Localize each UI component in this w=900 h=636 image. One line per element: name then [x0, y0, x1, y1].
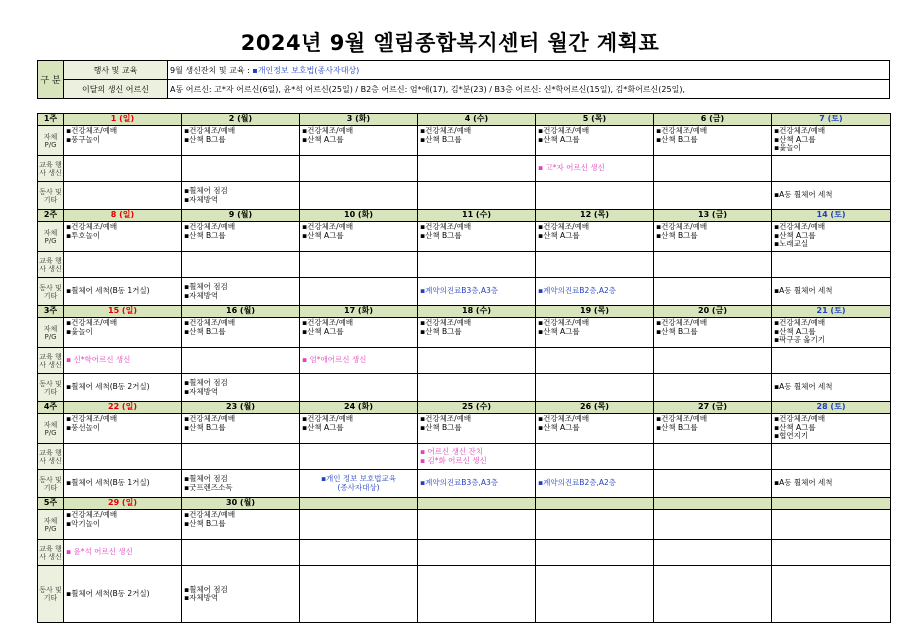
- row-label-program: 자체 P/G: [38, 126, 64, 156]
- cell-line: ▪ 신*학어르신 생신: [66, 355, 131, 365]
- cell-line: ▪산책 A그룹: [302, 326, 344, 336]
- program-cell: [418, 126, 536, 156]
- events-cell: [64, 278, 182, 306]
- education-cell: [654, 348, 772, 374]
- events-cell: [654, 182, 772, 210]
- cell-line: (종사자대상): [337, 482, 380, 492]
- row-label-events: 동사 및 기타: [38, 278, 64, 306]
- events-row: [38, 374, 891, 402]
- cell-line: ▪산책 B그룹: [184, 326, 226, 336]
- cell-line: ▪산책 B그룹: [656, 326, 698, 336]
- events-cell: [418, 374, 536, 402]
- education-cell: [182, 444, 300, 470]
- program-cell: [772, 318, 891, 348]
- cell-line: ▪굿프렌즈소독: [184, 482, 233, 492]
- education-cell: [772, 348, 891, 374]
- education-cell: [418, 540, 536, 566]
- cell-line: ▪A동 휠체어 세척: [774, 190, 833, 200]
- day-header: 11 (수): [418, 210, 536, 222]
- day-header: [654, 498, 772, 510]
- events-cell: [772, 566, 891, 623]
- cell-line: ▪휠체어 세척(B동 1거실): [66, 478, 150, 488]
- events-cell: [300, 566, 418, 623]
- events-cell: [772, 374, 891, 402]
- events-cell: [182, 182, 300, 210]
- education-cell: [772, 156, 891, 182]
- program-cell: [418, 414, 536, 444]
- cell-line: ▪건강체조/예배: [302, 318, 354, 327]
- cell-line: ▪산책 A그룹: [302, 422, 344, 432]
- cell-line: ▪산책 B그룹: [656, 230, 698, 240]
- week-label: 4주: [38, 402, 64, 414]
- program-cell: [536, 318, 654, 348]
- cell-line: ▪자체방역: [184, 194, 219, 204]
- day-header: 5 (목): [536, 114, 654, 126]
- day-header: 26 (목): [536, 402, 654, 414]
- cell-line: ▪노래교실: [774, 239, 809, 248]
- events-cell: [182, 470, 300, 498]
- education-cell: [654, 540, 772, 566]
- events-education-label: 행사 및 교육: [64, 61, 168, 80]
- events-cell: [536, 470, 654, 498]
- day-header: 12 (목): [536, 210, 654, 222]
- education-cell: [772, 540, 891, 566]
- events-cell: [654, 566, 772, 623]
- cell-line: ▪계약의진료B2층,A2층: [538, 478, 617, 488]
- cell-line: ▪협연지기: [774, 431, 809, 440]
- events-cell: [64, 182, 182, 210]
- education-row: [38, 348, 891, 374]
- cell-line: ▪건강체조/예배: [420, 318, 472, 327]
- row-label-events: 동사 및 기타: [38, 566, 64, 623]
- week-header-row: [38, 498, 891, 510]
- week-label: 5주: [38, 498, 64, 510]
- education-cell: [418, 252, 536, 278]
- day-header: 29 (일): [64, 498, 182, 510]
- cell-line: ▪건강체조/예배: [420, 126, 472, 135]
- events-cell: [182, 566, 300, 623]
- cell-line: ▪휠체어 점검: [184, 378, 228, 387]
- week-label: 1주: [38, 114, 64, 126]
- cell-line: ▪건강체조/예배: [420, 414, 472, 423]
- program-cell: [64, 414, 182, 444]
- events-education-text: 9월 생신잔치 및 교육 : ▪개인정보 보호법(종사자대상): [168, 61, 890, 80]
- program-cell: [536, 510, 654, 540]
- cell-line: ▪건강체조/예배: [538, 318, 590, 327]
- page-title: 2024년 9월 엘림종합복지센터 월간 계획표: [240, 31, 660, 55]
- program-cell: [300, 126, 418, 156]
- cell-line: ▪산책 A그룹: [774, 230, 816, 240]
- events-cell: [300, 470, 418, 498]
- education-cell: [182, 252, 300, 278]
- cell-line: ▪휠체어 점검: [184, 186, 228, 195]
- day-header: 3 (화): [300, 114, 418, 126]
- cell-line: ▪산책 A그룹: [538, 230, 580, 240]
- program-cell: [654, 126, 772, 156]
- cell-line: ▪자체방역: [184, 593, 219, 602]
- day-header: 7 (토): [772, 114, 891, 126]
- program-cell: [182, 414, 300, 444]
- education-cell: [418, 348, 536, 374]
- education-row: [38, 252, 891, 278]
- cell-line: ▪건강체조/예배: [66, 510, 118, 519]
- birthday-text: A동 어르신: 고*자 어르신(6일), 윤*석 어르신(25일) / B2층 어르신: 엄*애(17), 김*분(23) / B3층 어르신: 신*학어르신(15일), 김*화어르신(25일),: [168, 80, 890, 99]
- cell-line: ▪건강체조/예배: [774, 126, 826, 135]
- events-cell: [536, 566, 654, 623]
- cell-line: ▪A동 휠체어 세척: [774, 286, 833, 296]
- events-row: [38, 182, 891, 210]
- cell-line: ▪건강체조/예배: [302, 222, 354, 231]
- cell-line: ▪산책 B그룹: [656, 422, 698, 432]
- education-cell: [64, 444, 182, 470]
- day-header: 2 (월): [182, 114, 300, 126]
- cell-line: ▪A동 휠체어 세척: [774, 478, 833, 488]
- birthday-label: 이달의 생신 어르신: [64, 80, 168, 99]
- day-header: 20 (금): [654, 306, 772, 318]
- cell-line: ▪휠체어 세척(B동 2거실): [66, 382, 150, 392]
- education-row: [38, 540, 891, 566]
- cell-line: ▪건강체조/예배: [774, 318, 826, 327]
- day-header: 1 (일): [64, 114, 182, 126]
- education-cell: [300, 540, 418, 566]
- program-row: [38, 126, 891, 156]
- week-label: 2주: [38, 210, 64, 222]
- week-header-row: [38, 114, 891, 126]
- cell-line: ▪건강체조/예배: [184, 510, 236, 519]
- program-cell: [64, 222, 182, 252]
- week-header-row: [38, 210, 891, 222]
- program-cell: [536, 222, 654, 252]
- cell-line: ▪건강체조/예배: [184, 318, 236, 327]
- cell-line: ▪건강체조/예배: [538, 414, 590, 423]
- events-cell: [418, 278, 536, 306]
- program-cell: [182, 510, 300, 540]
- program-cell: [536, 126, 654, 156]
- cell-line: ▪건강체조/예배: [656, 222, 708, 231]
- cell-line: ▪산책 B그룹: [656, 134, 698, 144]
- cell-line: ▪휠체어 세척(B동 1거실): [66, 286, 150, 296]
- cell-line: ▪건강체조/예배: [184, 414, 236, 423]
- program-cell: [654, 318, 772, 348]
- education-cell: [418, 444, 536, 470]
- events-cell: [772, 278, 891, 306]
- education-row: [38, 444, 891, 470]
- cell-line: ▪휠체어 점검: [184, 474, 228, 483]
- row-label-education: 교육 행사 생신: [38, 540, 64, 566]
- education-cell: [654, 444, 772, 470]
- cell-line: ▪악기놀이: [66, 518, 101, 528]
- events-cell: [300, 182, 418, 210]
- cell-line: ▪자체방역: [184, 386, 219, 396]
- day-header: 27 (금): [654, 402, 772, 414]
- events-cell: [64, 470, 182, 498]
- cell-line: ▪풍구놀이: [66, 134, 101, 144]
- row-label-program: 자체 P/G: [38, 414, 64, 444]
- events-cell: [536, 182, 654, 210]
- events-cell: [654, 470, 772, 498]
- program-cell: [418, 222, 536, 252]
- cell-line: ▪산책 A그룹: [774, 422, 816, 432]
- events-row: [38, 470, 891, 498]
- row-label-education: 교육 행사 생신: [38, 444, 64, 470]
- cell-line: ▪산책 B그룹: [184, 134, 226, 144]
- education-cell: [64, 252, 182, 278]
- cell-line: ▪ 김*화 어르신 생신: [420, 455, 487, 465]
- row-label-education: 교육 행사 생신: [38, 156, 64, 182]
- cell-line: ▪산책 A그룹: [302, 230, 344, 240]
- events-row: [38, 566, 891, 623]
- events-cell: [300, 374, 418, 402]
- cell-line: ▪산책 B그룹: [420, 422, 462, 432]
- cell-line: ▪산책 B그룹: [184, 422, 226, 432]
- program-cell: [182, 318, 300, 348]
- day-header: 30 (월): [182, 498, 300, 510]
- program-cell: [64, 510, 182, 540]
- cell-line: ▪건강체조/예배: [774, 414, 826, 423]
- program-cell: [64, 318, 182, 348]
- events-cell: [300, 278, 418, 306]
- program-row: [38, 222, 891, 252]
- day-header: 25 (수): [418, 402, 536, 414]
- program-cell: [654, 222, 772, 252]
- program-row: [38, 510, 891, 540]
- cell-line: ▪산책 B그룹: [184, 230, 226, 240]
- day-header: 18 (수): [418, 306, 536, 318]
- cell-line: ▪건강체조/예배: [656, 126, 708, 135]
- cell-line: ▪투호놀이: [66, 230, 101, 240]
- events-cell: [772, 182, 891, 210]
- cell-line: ▪건강체조/예배: [656, 414, 708, 423]
- education-cell: [64, 156, 182, 182]
- cell-line: ▪ 어르신 생신 잔치: [420, 447, 483, 456]
- day-header: [418, 498, 536, 510]
- week-label: 3주: [38, 306, 64, 318]
- cell-line: ▪건강체조/예배: [420, 222, 472, 231]
- day-header: 9 (월): [182, 210, 300, 222]
- program-cell: [772, 414, 891, 444]
- cell-line: ▪건강체조/예배: [656, 318, 708, 327]
- day-header: 13 (금): [654, 210, 772, 222]
- events-cell: [536, 278, 654, 306]
- program-cell: [300, 222, 418, 252]
- education-cell: [654, 252, 772, 278]
- education-cell: [536, 252, 654, 278]
- week-header-row: [38, 402, 891, 414]
- cell-line: ▪산책 A그룹: [538, 326, 580, 336]
- cell-line: ▪산책 B그룹: [420, 326, 462, 336]
- cell-line: ▪풍선놀이: [66, 422, 101, 432]
- cell-line: ▪자체방역: [184, 290, 219, 300]
- cell-line: ▪ 고*자 어르신 생신: [538, 163, 605, 173]
- program-cell: [300, 510, 418, 540]
- education-cell: [64, 540, 182, 566]
- program-cell: [654, 414, 772, 444]
- cell-line: ▪윷놀이: [774, 143, 801, 152]
- cell-line: ▪건강체조/예배: [66, 318, 118, 327]
- calendar-table: [37, 113, 891, 623]
- cell-line: ▪A동 휠체어 세척: [774, 382, 833, 392]
- events-cell: [418, 470, 536, 498]
- day-header: 19 (목): [536, 306, 654, 318]
- program-cell: [300, 414, 418, 444]
- row-label-education: 교육 행사 생신: [38, 348, 64, 374]
- program-cell: [182, 126, 300, 156]
- day-header: [536, 498, 654, 510]
- cell-line: ▪팍구공 옮기기: [774, 335, 825, 344]
- row-label-program: 자체 P/G: [38, 222, 64, 252]
- cell-line: ▪산책 A그룹: [774, 134, 816, 144]
- cell-line: ▪계약의진료B3층,A3층: [420, 478, 499, 488]
- education-cell: [300, 348, 418, 374]
- education-cell: [536, 540, 654, 566]
- program-cell: [182, 222, 300, 252]
- cell-line: ▪계약의진료B3층,A3층: [420, 286, 499, 296]
- education-cell: [64, 348, 182, 374]
- program-cell: [772, 222, 891, 252]
- cell-line: ▪건강체조/예배: [184, 126, 236, 135]
- day-header: 14 (토): [772, 210, 891, 222]
- program-cell: [418, 318, 536, 348]
- header-table: [37, 60, 890, 99]
- events-cell: [64, 566, 182, 623]
- day-header: 17 (화): [300, 306, 418, 318]
- education-cell: [300, 444, 418, 470]
- events-cell: [182, 374, 300, 402]
- row-label-events: 동사 및 기타: [38, 470, 64, 498]
- cell-line: ▪건강체조/예배: [538, 126, 590, 135]
- education-cell: [300, 252, 418, 278]
- cell-line: ▪산책 A그룹: [302, 134, 344, 144]
- cell-line: ▪윷놀이: [66, 326, 93, 336]
- education-cell: [182, 156, 300, 182]
- cell-line: ▪건강체조/예배: [538, 222, 590, 231]
- program-cell: [64, 126, 182, 156]
- cell-line: ▪산책 A그룹: [538, 134, 580, 144]
- row-label-events: 동사 및 기타: [38, 182, 64, 210]
- events-cell: [182, 278, 300, 306]
- cell-line: ▪건강체조/예배: [302, 126, 354, 135]
- education-cell: [418, 156, 536, 182]
- day-header: 23 (월): [182, 402, 300, 414]
- cell-line: ▪건강체조/예배: [66, 222, 118, 231]
- cell-line: ▪ 엄*애어르신 생신: [302, 355, 367, 365]
- program-cell: [536, 414, 654, 444]
- cell-line: ▪휠체어 점검: [184, 282, 228, 291]
- day-header: 24 (화): [300, 402, 418, 414]
- cell-line: ▪개인 정보 보호법교육: [320, 474, 397, 483]
- education-cell: [182, 540, 300, 566]
- cell-line: ▪건강체조/예배: [774, 222, 826, 231]
- cell-line: ▪휠체어 점검: [184, 584, 228, 594]
- education-cell: [182, 348, 300, 374]
- day-header: 16 (월): [182, 306, 300, 318]
- cell-line: ▪산책 A그룹: [774, 326, 816, 336]
- program-cell: [418, 510, 536, 540]
- cell-line: ▪건강체조/예배: [184, 222, 236, 231]
- events-cell: [654, 278, 772, 306]
- cell-line: ▪ 윤*석 어르신 생신: [66, 547, 133, 557]
- events-cell: [654, 374, 772, 402]
- cell-line: ▪산책 B그룹: [420, 230, 462, 240]
- events-cell: [536, 374, 654, 402]
- program-cell: [772, 126, 891, 156]
- program-row: [38, 318, 891, 348]
- row-label-program: 자체 P/G: [38, 318, 64, 348]
- education-cell: [654, 156, 772, 182]
- program-cell: [300, 318, 418, 348]
- program-row: [38, 414, 891, 444]
- program-cell: [772, 510, 891, 540]
- cell-line: ▪휠체어 세척(B동 2거실): [66, 588, 150, 598]
- education-cell: [772, 444, 891, 470]
- day-header: 8 (일): [64, 210, 182, 222]
- week-header-row: [38, 306, 891, 318]
- day-header: 4 (수): [418, 114, 536, 126]
- events-row: [38, 278, 891, 306]
- education-cell: [772, 252, 891, 278]
- education-cell: [536, 156, 654, 182]
- cell-line: ▪산책 B그룹: [184, 518, 226, 528]
- events-cell: [772, 470, 891, 498]
- day-header: [300, 498, 418, 510]
- education-cell: [300, 156, 418, 182]
- education-cell: [536, 444, 654, 470]
- cell-line: ▪산책 A그룹: [538, 422, 580, 432]
- cell-line: ▪건강체조/예배: [66, 126, 118, 135]
- day-header: 10 (화): [300, 210, 418, 222]
- gu-label: 구 분: [38, 61, 64, 99]
- program-cell: [654, 510, 772, 540]
- day-header: 22 (일): [64, 402, 182, 414]
- day-header: 6 (금): [654, 114, 772, 126]
- day-header: 21 (토): [772, 306, 891, 318]
- education-cell: [536, 348, 654, 374]
- day-header: 15 (일): [64, 306, 182, 318]
- day-header: [772, 498, 891, 510]
- cell-line: ▪건강체조/예배: [302, 414, 354, 423]
- events-cell: [418, 566, 536, 623]
- cell-line: ▪산책 B그룹: [420, 134, 462, 144]
- events-cell: [418, 182, 536, 210]
- row-label-program: 자체 P/G: [38, 510, 64, 540]
- events-cell: [64, 374, 182, 402]
- cell-line: ▪계약의진료B2층,A2층: [538, 286, 617, 296]
- education-row: [38, 156, 891, 182]
- cell-line: ▪건강체조/예배: [66, 414, 118, 423]
- row-label-events: 동사 및 기타: [38, 374, 64, 402]
- day-header: 28 (토): [772, 402, 891, 414]
- row-label-education: 교육 행사 생신: [38, 252, 64, 278]
